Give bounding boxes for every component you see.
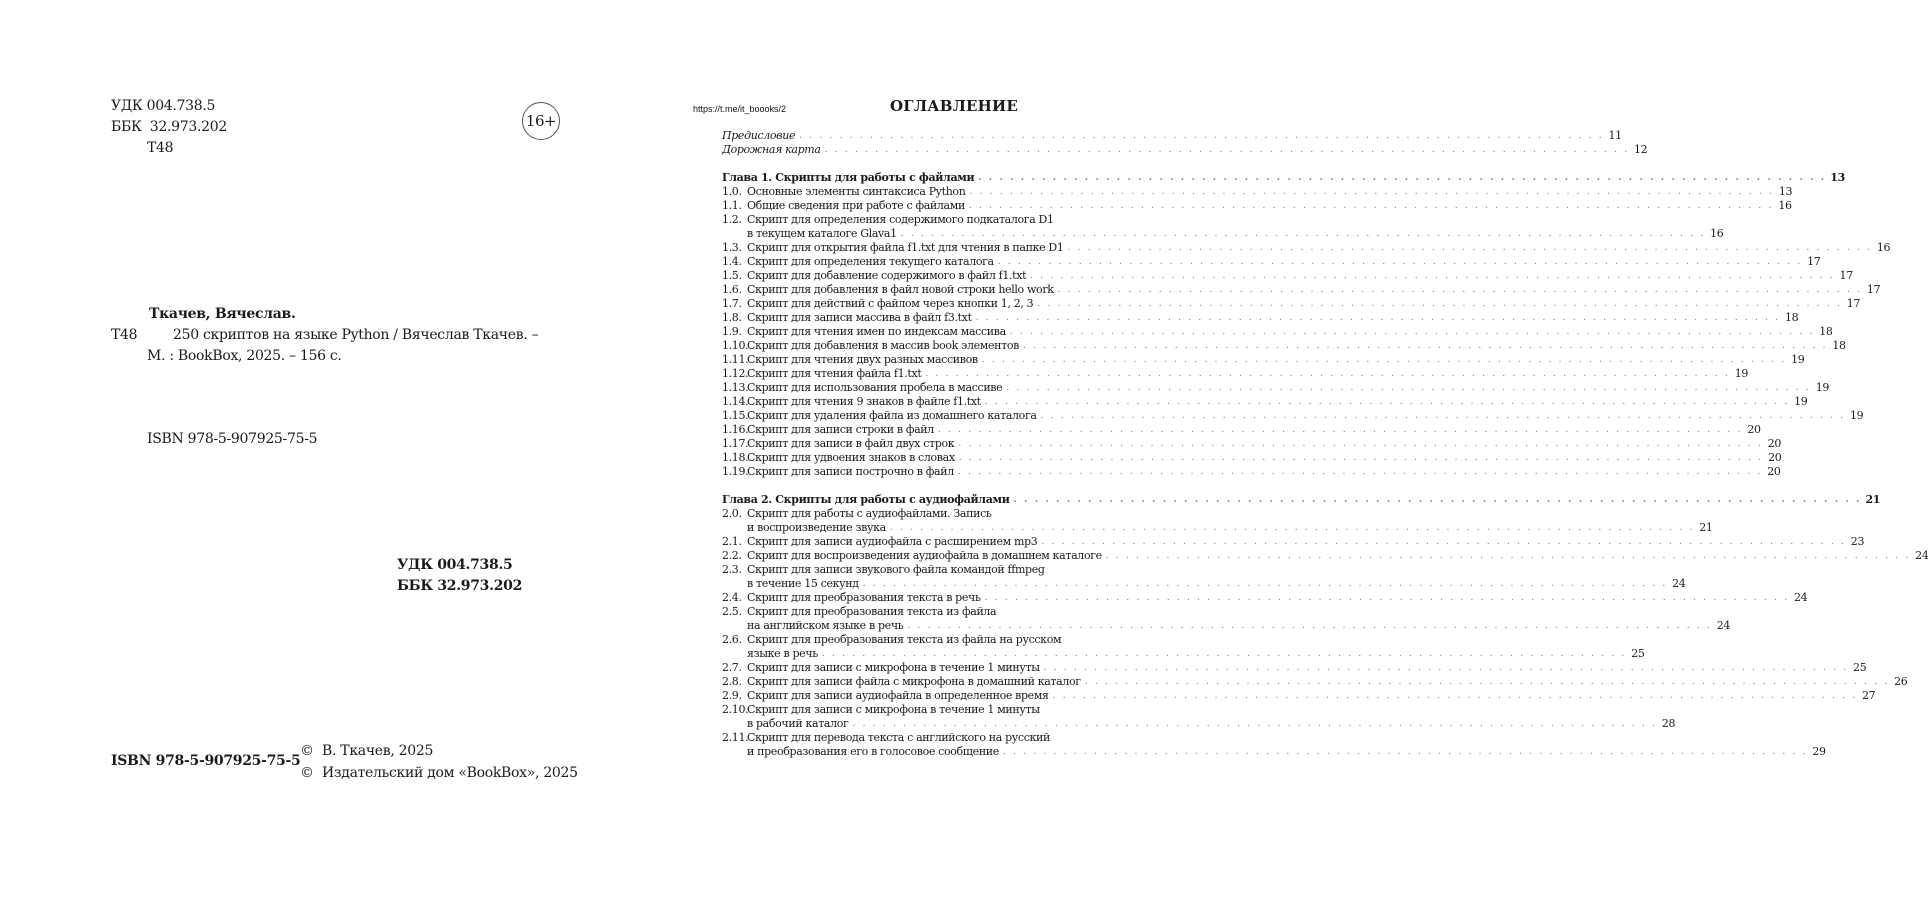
- toc-entry[interactable]: [722, 731, 1172, 745]
- toc-entry-continuation[interactable]: [722, 717, 1676, 731]
- page-number: 16: [1778, 199, 1792, 212]
- bbk-code: ББК 32.973.202: [111, 119, 227, 135]
- toc-entry[interactable]: [722, 255, 1821, 269]
- entry-number: 1.8.: [722, 311, 742, 324]
- page-number: 20: [1767, 465, 1781, 478]
- page-number: 24: [1793, 591, 1808, 604]
- entry-number: 2.11.: [722, 731, 749, 744]
- entry-number: 1.7.: [722, 297, 742, 310]
- entry-number: 2.1.: [722, 535, 742, 548]
- age-rating-badge: 16+: [522, 102, 560, 140]
- leader-dots: . . . . . . . . . . . . . . . . . . . . . . . . . . . . . . . . . . . . . . . . . . . . . . . . . . . . . . . . . . . . . . . . . . . . . . . . . . . . . . . .: [1052, 691, 1858, 701]
- toc-entry[interactable]: [722, 367, 1749, 381]
- toc-entry[interactable]: [722, 213, 1172, 227]
- toc-entry[interactable]: [722, 297, 1861, 311]
- leader-dots: . . . . . . . . . . . . . . . . . . . . . . . . . . . . . . . . . . . . . . . . . . . . . . . . . . . . . . . . . . . . . . . . . . . . . . . . . . . . . . . .: [852, 719, 1658, 729]
- page-number: 19: [1815, 381, 1829, 394]
- leader-dots: . . . . . . . . . . . . . . . . . . . . . . . . . . . . . . . . . . . . . . . . . . . . . . . . . . . . . . . . . . . . . . . . . . . . . . . . . . . . . . . .: [975, 313, 1781, 323]
- entry-title: Скрипт для записи с микрофона в течение 1 минуты: [747, 661, 1040, 674]
- toc-entry[interactable]: [722, 633, 1172, 647]
- entry-title: Скрипт для записи строки в файл: [747, 423, 934, 436]
- toc-entry[interactable]: [722, 437, 1782, 451]
- page-number: 29: [1812, 745, 1826, 758]
- leader-dots: . . . . . . . . . . . . . . . . . . . . . . . . . . . . . . . . . . . . . . . . . . . . . . . . . . . . . . . . . . . . . . . . . . . . . . . . . . . . . . . .: [907, 621, 1713, 631]
- copyright-publisher: © Издательский дом «BookBox», 2025: [300, 765, 578, 781]
- entry-number: 2.7.: [722, 661, 742, 674]
- entry-number: 1.3.: [722, 241, 742, 254]
- page-number: 24: [1915, 549, 1928, 562]
- page-number: 17: [1846, 297, 1861, 310]
- book-title-line: 250 скриптов на языке Python / Вячеслав Ткачев. –: [173, 327, 539, 343]
- bbk-bold: ББК 32.973.202: [397, 578, 523, 594]
- entry-title: Скрипт для чтения 9 знаков в файле f1.txt: [747, 395, 981, 408]
- entry-number: 2.2.: [722, 549, 742, 562]
- isbn-bold: ISBN 978-5-907925-75-5: [111, 753, 301, 769]
- leader-dots: . . . . . . . . . . . . . . . . . . . . . . . . . . . . . . . . . . . . . . . . . . . . . . . . . . . . . . . . . . . . . . . . . . . . . . . . . . . . . . . .: [1002, 747, 1808, 757]
- entry-title: Скрипт для добавления в файл новой строки hello work: [747, 283, 1054, 296]
- entry-title: и воспроизведение звука: [747, 521, 886, 534]
- page-number: 19: [1794, 395, 1808, 408]
- page-number: 17: [1866, 283, 1881, 296]
- entry-title: Общие сведения при работе с файлами: [747, 199, 965, 212]
- toc-front-matter-item[interactable]: [722, 143, 1648, 157]
- entry-title: Скрипт для чтения имен по индексам массива: [747, 325, 1006, 338]
- entry-title: Скрипт для работы с аудиофайлами. Запись: [747, 507, 992, 520]
- entry-title: Скрипт для записи звукового файла командой ffmpeg: [747, 563, 1045, 576]
- entry-title: Предисловие: [722, 129, 796, 142]
- leader-dots: . . . . . . . . . . . . . . . . . . . . . . . . . . . . . . . . . . . . . . . . . . . . . . . . . . . . . . . . . . . . . . . . . . . . . . . . . . . . . . . .: [900, 229, 1706, 239]
- page-number: 16: [1876, 241, 1891, 254]
- leader-dots: . . . . . . . . . . . . . . . . . . . . . . . . . . . . . . . . . . . . . . . . . . . . . . . . . . . . . . . . . . . . . . . . . . . . . . . . . . . . . . . .: [1022, 341, 1828, 351]
- leader-dots: . . . . . . . . . . . . . . . . . . . . . . . . . . . . . . . . . . . . . . . . . . . . . . . . . . . . . . . . . . . . . . . . . . . . . . . . . . . . . . . .: [997, 257, 1803, 267]
- toc-entry[interactable]: [722, 507, 1172, 521]
- table-of-contents: [722, 129, 1928, 759]
- leader-dots: . . . . . . . . . . . . . . . . . . . . . . . . . . . . . . . . . . . . . . . . . . . . . . . . . . . . . . . . . . . . . . . . . . . . . . . . . . . . . . . .: [1030, 271, 1835, 281]
- entry-title: Скрипт для преобразования текста из файла на русском: [747, 633, 1062, 646]
- leader-dots: . . . . . . . . . . . . . . . . . . . . . . . . . . . . . . . . . . . . . . . . . . . . . . . . . . . . . . . . . . . . . . . . . . . . . . . . . . . . . . . .: [1067, 243, 1873, 253]
- entry-title: Скрипт для записи с микрофона в течение 1 минуты: [747, 703, 1040, 716]
- leader-dots: . . . . . . . . . . . . . . . . . . . . . . . . . . . . . . . . . . . . . . . . . . . . . . . . . . . . . . . . . . . . . . . . . . . . . . . . . . . . . . . .: [862, 579, 1668, 589]
- leader-dots: . . . . . . . . . . . . . . . . . . . . . . . . . . . . . . . . . . . . . . . . . . . . . . . . . . . . . . . . . . . . . . . . . . . . . . . . . . . . . . . .: [925, 369, 1731, 379]
- entry-title: Дорожная карта: [722, 143, 821, 156]
- entry-title: Скрипт для открытия файла f1.txt для чтения в папке D1: [747, 241, 1064, 254]
- leader-dots: . . . . . . . . . . . . . . . . . . . . . . . . . . . . . . . . . . . . . . . . . . . . . . . . . . . . . . . . . . . . . . . . . . . . . . . . . . . . . . . .: [1041, 537, 1847, 547]
- entry-title: Скрипт для записи файла с микрофона в домашний каталог: [747, 675, 1081, 688]
- leader-dots: . . . . . . . . . . . . . . . . . . . . . . . . . . . . . . . . . . . . . . . . . . . . . . . . . . . . . . . . . . . . . . . . . . . . . . . . . . . . . . . .: [1037, 299, 1843, 309]
- page-number: 12: [1633, 143, 1648, 156]
- udk-bold: УДК 004.738.5: [397, 557, 513, 573]
- leader-dots: . . . . . . . . . . . . . . . . . . . . . . . . . . . . . . . . . . . . . . . . . . . . . . . . . . . . . . . . . . . . . . . . . . . . . . . . . . . . . . . .: [957, 467, 1763, 477]
- entry-number: 1.18.: [722, 451, 749, 464]
- toc-entry[interactable]: [722, 675, 1908, 689]
- leader-dots: . . . . . . . . . . . . . . . . . . . . . . . . . . . . . . . . . . . . . . . . . . . . . . . . . . . . . . . . . . . . . . . . . . . . . . . . . . . . . . . .: [1009, 327, 1815, 337]
- entry-number: 1.2.: [722, 213, 742, 226]
- toc-chapter-heading[interactable]: [722, 493, 1881, 507]
- entry-number: 1.5.: [722, 269, 742, 282]
- entry-number: 1.6.: [722, 283, 742, 296]
- entry-number: 2.6.: [722, 633, 742, 646]
- toc-entry[interactable]: [722, 353, 1805, 367]
- entry-number: 1.9.: [722, 325, 742, 338]
- entry-title: языке в речь: [747, 647, 818, 660]
- leader-dots: . . . . . . . . . . . . . . . . . . . . . . . . . . . . . . . . . . . . . . . . . . . . . . . . . . . . . . . . . . . . . . . . . . . . . . . . . . . . . . . .: [978, 173, 1827, 183]
- entry-title: Скрипт для перевода текста с английского на русский: [747, 731, 1050, 744]
- leader-dots: . . . . . . . . . . . . . . . . . . . . . . . . . . . . . . . . . . . . . . . . . . . . . . . . . . . . . . . . . . . . . . . . . . . . . . . . . . . . . . . .: [968, 201, 1774, 211]
- entry-title: Основные элементы синтаксиса Python: [747, 185, 966, 198]
- page-number: 25: [1853, 661, 1867, 674]
- entry-number: 1.12.: [722, 367, 749, 380]
- toc-entry[interactable]: [722, 451, 1782, 465]
- leader-dots: . . . . . . . . . . . . . . . . . . . . . . . . . . . . . . . . . . . . . . . . . . . . . . . . . . . . . . . . . . . . . . . . . . . . . . . . . . . . . . . .: [821, 649, 1627, 659]
- entry-title: в течение 15 секунд: [747, 577, 859, 590]
- toc-entry[interactable]: [722, 689, 1876, 703]
- page-number: 21: [1865, 493, 1881, 506]
- page-number: 25: [1631, 647, 1645, 660]
- page-number: 16: [1710, 227, 1724, 240]
- leader-dots: . . . . . . . . . . . . . . . . . . . . . . . . . . . . . . . . . . . . . . . . . . . . . . . . . . . . . . . . . . . . . . . . . . . . . . . . . . . . . . . .: [1040, 411, 1846, 421]
- entry-title: Скрипт для действий с файлом через кнопки 1, 2, 3: [747, 297, 1034, 310]
- leader-dots: . . . . . . . . . . . . . . . . . . . . . . . . . . . . . . . . . . . . . . . . . . . . . . . . . . . . . . . . . . . . . . . . . . . . . . . . . . . . . . . .: [958, 439, 1764, 449]
- udk-code: УДК 004.738.5: [111, 98, 216, 114]
- page-number: 18: [1785, 311, 1799, 324]
- toc-front-matter-item[interactable]: [722, 129, 1622, 143]
- page-number: 28: [1661, 717, 1676, 730]
- toc-entry-continuation[interactable]: [722, 577, 1686, 591]
- toc-chapter-heading[interactable]: [722, 171, 1845, 185]
- toc-entry[interactable]: [722, 339, 1846, 353]
- entry-title: и преобразования его в голосовое сообщение: [747, 745, 999, 758]
- entry-title: Глава 1. Скрипты для работы с файлами: [722, 171, 975, 184]
- leader-dots: . . . . . . . . . . . . . . . . . . . . . . . . . . . . . . . . . . . . . . . . . . . . . . . . . . . . . . . . . . . . . . . . . . . . . . . . . . . . . . . .: [824, 145, 1630, 155]
- entry-title: Скрипт для добавление содержимого в файл f1.txt: [747, 269, 1027, 282]
- toc-title: ОГЛАВЛЕНИЕ: [890, 97, 1019, 115]
- entry-number: 1.1.: [722, 199, 742, 212]
- leader-dots: . . . . . . . . . . . . . . . . . . . . . . . . . . . . . . . . . . . . . . . . . . . . . . . . . . . . . . . . . . . . . . . . . . . . . . . . . . . . . . . .: [969, 187, 1775, 197]
- toc-entry[interactable]: [722, 395, 1808, 409]
- toc-entry[interactable]: [722, 269, 1853, 283]
- copyright-author: © В. Ткачев, 2025: [300, 743, 434, 759]
- toc-entry[interactable]: [722, 549, 1928, 563]
- page-number: 20: [1767, 437, 1782, 450]
- entry-number: 2.5.: [722, 605, 742, 618]
- entry-number: 1.14.: [722, 395, 749, 408]
- entry-number: 1.4.: [722, 255, 742, 268]
- entry-number: 2.8.: [722, 675, 742, 688]
- toc-entry[interactable]: [722, 423, 1761, 437]
- page-number: 24: [1672, 577, 1686, 590]
- toc-entry[interactable]: [722, 241, 1891, 255]
- entry-title: в рабочий каталог: [747, 717, 849, 730]
- entry-number: 1.16.: [722, 423, 749, 436]
- entry-number: 1.19.: [722, 465, 749, 478]
- page-number: 11: [1608, 129, 1622, 142]
- page-number: 26: [1894, 675, 1908, 688]
- toc-entry-continuation[interactable]: [722, 521, 1713, 535]
- leader-dots: . . . . . . . . . . . . . . . . . . . . . . . . . . . . . . . . . . . . . . . . . . . . . . . . . . . . . . . . . . . . . . . . . . . . . . . . . . . . . . . .: [1084, 677, 1890, 687]
- author-sign: Т48: [147, 140, 174, 156]
- author-heading: Ткачев, Вячеслав.: [149, 306, 296, 322]
- page-number: 19: [1849, 409, 1864, 422]
- leader-dots: . . . . . . . . . . . . . . . . . . . . . . . . . . . . . . . . . . . . . . . . . . . . . . . . . . . . . . . . . . . . . . . . . . . . . . . . . . . . . . . .: [937, 425, 1743, 435]
- section-gap: [722, 157, 1172, 171]
- leader-dots: . . . . . . . . . . . . . . . . . . . . . . . . . . . . . . . . . . . . . . . . . . . . . . . . . . . . . . . . . . . . . . . . . . . . . . . . . . . . . . . .: [1057, 285, 1863, 295]
- toc-entry[interactable]: [722, 591, 1808, 605]
- entry-title: Скрипт для определения текущего каталога: [747, 255, 994, 268]
- page-number: 18: [1832, 339, 1846, 352]
- leader-dots: . . . . . . . . . . . . . . . . . . . . . . . . . . . . . . . . . . . . . . . . . . . . . . . . . . . . . . . . . . . . . . . . . . . . . . . . . . . . . . . .: [984, 593, 1790, 603]
- isbn-line: ISBN 978-5-907925-75-5: [147, 431, 318, 447]
- entry-number: 2.4.: [722, 591, 742, 604]
- leader-dots: . . . . . . . . . . . . . . . . . . . . . . . . . . . . . . . . . . . . . . . . . . . . . . . . . . . . . . . . . . . . . . . . . . . . . . . . . . . . . . . .: [1006, 383, 1811, 393]
- entry-title: Скрипт для записи аудиофайла с расширением mp3: [747, 535, 1038, 548]
- page-number: 17: [1839, 269, 1853, 282]
- page-number: 19: [1791, 353, 1805, 366]
- entry-number: 2.10.: [722, 703, 749, 716]
- page-number: 27: [1862, 689, 1876, 702]
- catalog-sign: Т48: [111, 327, 138, 343]
- section-gap: [722, 479, 1172, 493]
- entry-title: Скрипт для преобразования текста из файла: [747, 605, 997, 618]
- toc-entry[interactable]: [722, 661, 1867, 675]
- entry-title: Скрипт для добавления в массив book элементов: [747, 339, 1019, 352]
- leader-dots: . . . . . . . . . . . . . . . . . . . . . . . . . . . . . . . . . . . . . . . . . . . . . . . . . . . . . . . . . . . . . . . . . . . . . . . . . . . . . . . .: [799, 131, 1604, 141]
- page-number: 20: [1768, 451, 1782, 464]
- page-number: 20: [1747, 423, 1761, 436]
- toc-entry-continuation[interactable]: [722, 745, 1826, 759]
- imprint-line: М. : BookBox, 2025. – 156 с.: [147, 348, 342, 364]
- entry-number: 1.17.: [722, 437, 749, 450]
- entry-title: Скрипт для записи массива в файл f3.txt: [747, 311, 972, 324]
- page-number: 13: [1830, 171, 1845, 184]
- entry-title: Скрипт для преобразования текста в речь: [747, 591, 981, 604]
- leader-dots: . . . . . . . . . . . . . . . . . . . . . . . . . . . . . . . . . . . . . . . . . . . . . . . . . . . . . . . . . . . . . . . . . . . . . . . . . . . . . . . .: [1043, 663, 1849, 673]
- leader-dots: . . . . . . . . . . . . . . . . . . . . . . . . . . . . . . . . . . . . . . . . . . . . . . . . . . . . . . . . . . . . . . . . . . . . . . . . . . . . . . . .: [1013, 495, 1862, 505]
- toc-entry[interactable]: [722, 311, 1799, 325]
- leader-dots: . . . . . . . . . . . . . . . . . . . . . . . . . . . . . . . . . . . . . . . . . . . . . . . . . . . . . . . . . . . . . . . . . . . . . . . . . . . . . . . .: [958, 453, 1764, 463]
- page-number: 21: [1699, 521, 1713, 534]
- toc-entry-continuation[interactable]: [722, 619, 1731, 633]
- toc-entry[interactable]: [722, 283, 1881, 297]
- source-url[interactable]: https://t.me/it_boooks/2: [693, 104, 787, 114]
- toc-entry[interactable]: [722, 199, 1792, 213]
- toc-entry[interactable]: [722, 703, 1172, 717]
- leader-dots: . . . . . . . . . . . . . . . . . . . . . . . . . . . . . . . . . . . . . . . . . . . . . . . . . . . . . . . . . . . . . . . . . . . . . . . . . . . . . . . .: [889, 523, 1695, 533]
- entry-number: 1.11.: [722, 353, 749, 366]
- toc-entry-continuation[interactable]: [722, 647, 1645, 661]
- leader-dots: . . . . . . . . . . . . . . . . . . . . . . . . . . . . . . . . . . . . . . . . . . . . . . . . . . . . . . . . . . . . . . . . . . . . . . . . . . . . . . . .: [981, 355, 1787, 365]
- entry-title: Скрипт для чтения двух разных массивов: [747, 353, 978, 366]
- toc-entry[interactable]: [722, 325, 1833, 339]
- entry-number: 1.0.: [722, 185, 742, 198]
- entry-title: Скрипт для удаления файла из домашнего каталога: [747, 409, 1037, 422]
- page-number: 17: [1807, 255, 1821, 268]
- entry-title: Скрипт для записи построчно в файл: [747, 465, 954, 478]
- entry-number: 2.9.: [722, 689, 742, 702]
- toc-entry[interactable]: [722, 465, 1781, 479]
- entry-title: Скрипт для записи аудиофайла в определенное время: [747, 689, 1049, 702]
- entry-title: Глава 2. Скрипты для работы с аудиофайлами: [722, 493, 1010, 506]
- entry-title: Скрипт для использования пробела в массиве: [747, 381, 1003, 394]
- entry-title: на английском языке в речь: [747, 619, 904, 632]
- toc-entry[interactable]: [722, 563, 1172, 577]
- entry-title: Скрипт для определения содержимого подкаталога D1: [747, 213, 1054, 226]
- leader-dots: . . . . . . . . . . . . . . . . . . . . . . . . . . . . . . . . . . . . . . . . . . . . . . . . . . . . . . . . . . . . . . . . . . . . . . . . . . . . . . . .: [984, 397, 1790, 407]
- entry-number: 2.3.: [722, 563, 742, 576]
- entry-title: Скрипт для удвоения знаков в словах: [747, 451, 955, 464]
- entry-title: Скрипт для воспроизведения аудиофайла в домашнем каталоге: [747, 549, 1102, 562]
- toc-entry[interactable]: [722, 381, 1829, 395]
- toc-entry[interactable]: [722, 185, 1793, 199]
- toc-entry-continuation[interactable]: [722, 227, 1724, 241]
- entry-title: Скрипт для записи в файл двух строк: [747, 437, 955, 450]
- page-number: 23: [1850, 535, 1865, 548]
- toc-entry[interactable]: [722, 605, 1172, 619]
- entry-number: 2.0.: [722, 507, 742, 520]
- leader-dots: . . . . . . . . . . . . . . . . . . . . . . . . . . . . . . . . . . . . . . . . . . . . . . . . . . . . . . . . . . . . . . . . . . . . . . . . . . . . . . . .: [1105, 551, 1911, 561]
- page-number: 24: [1716, 619, 1731, 632]
- page-number: 18: [1819, 325, 1833, 338]
- entry-number: 1.13.: [722, 381, 749, 394]
- toc-entry[interactable]: [722, 535, 1865, 549]
- entry-title: Скрипт для чтения файла f1.txt: [747, 367, 922, 380]
- page-number: 13: [1778, 185, 1793, 198]
- entry-title: в текущем каталоге Glava1: [747, 227, 897, 240]
- entry-number: 1.15.: [722, 409, 749, 422]
- entry-number: 1.10.: [722, 339, 749, 352]
- page-number: 19: [1734, 367, 1749, 380]
- toc-entry[interactable]: [722, 409, 1864, 423]
